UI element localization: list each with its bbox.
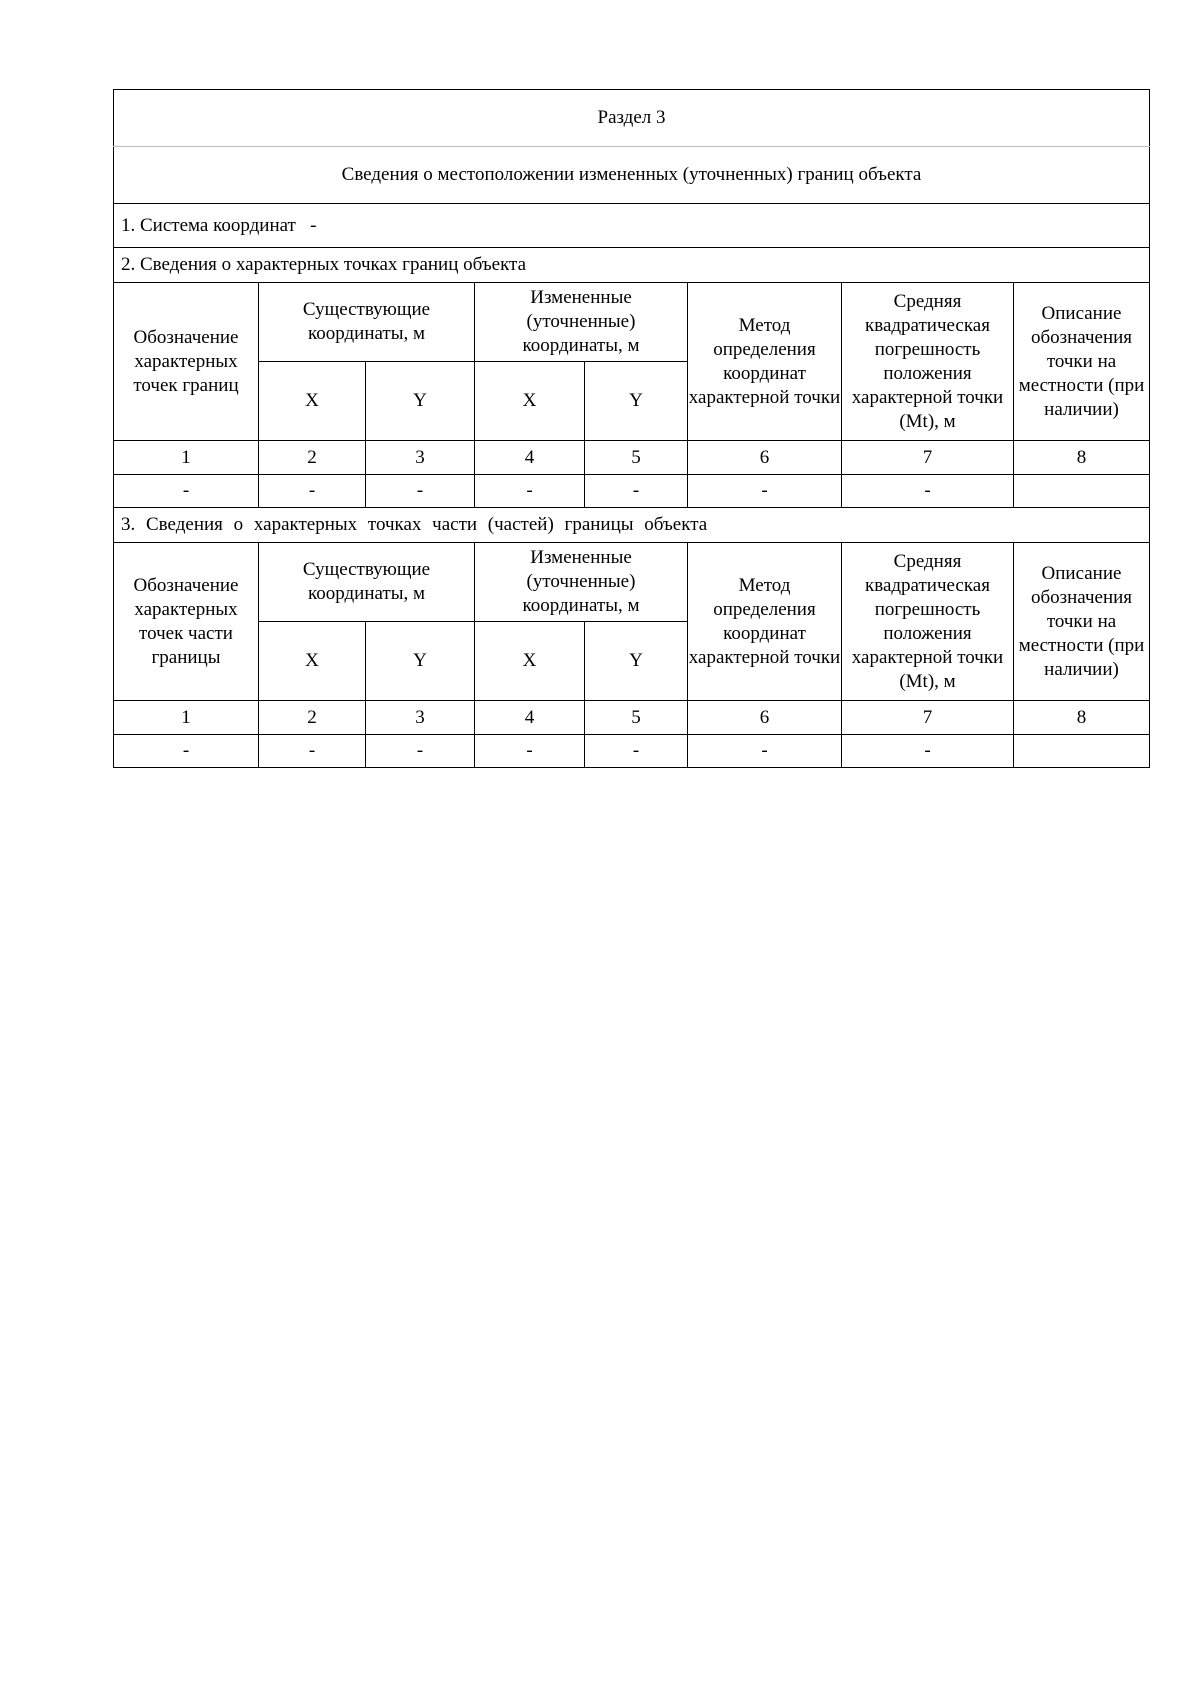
part3-header-existing: Существующие координаты, м bbox=[259, 543, 475, 622]
table-cell: - bbox=[475, 735, 585, 768]
part2-col-number: 7 bbox=[842, 441, 1014, 475]
table-cell: - bbox=[114, 475, 259, 508]
part3-header-y-changed: Y bbox=[585, 622, 688, 701]
part2-header-x-changed: X bbox=[475, 362, 585, 441]
part2-header-error: Средняя квадратическая погрешность положения характерной точки (Mt), м bbox=[842, 283, 1014, 441]
table-row bbox=[114, 735, 1150, 768]
part3-header-x-existing: X bbox=[259, 622, 366, 701]
part3-header-y-existing: Y bbox=[366, 622, 475, 701]
part2-header-existing: Существующие координаты, м bbox=[259, 283, 475, 362]
coord-system-value: - bbox=[310, 214, 317, 236]
part3-col-number: 2 bbox=[259, 701, 366, 735]
part3-column-numbers bbox=[114, 701, 1150, 735]
part2-col-number: 8 bbox=[1014, 441, 1150, 475]
table-cell: - bbox=[688, 735, 842, 768]
part3-header-error: Средняя квадратическая погрешность положения характерной точки (Mt), м bbox=[842, 543, 1014, 701]
table-cell: - bbox=[366, 475, 475, 508]
part2-header-description: Описание обозначения точки на местности (при наличии) bbox=[1014, 283, 1150, 441]
table-cell bbox=[1014, 735, 1150, 768]
part3-col-number: 8 bbox=[1014, 701, 1150, 735]
document-page bbox=[113, 89, 1149, 768]
part3-header-x-changed: X bbox=[475, 622, 585, 701]
part3-col-number: 6 bbox=[688, 701, 842, 735]
table-cell: - bbox=[259, 475, 366, 508]
part3-col-number: 1 bbox=[114, 701, 259, 735]
part2-col-number: 4 bbox=[475, 441, 585, 475]
part3-header-method: Метод определения координат характерной точки bbox=[688, 543, 842, 701]
table-row bbox=[114, 475, 1150, 508]
part2-col-number: 5 bbox=[585, 441, 688, 475]
table-cell: - bbox=[688, 475, 842, 508]
table-cell: - bbox=[366, 735, 475, 768]
part2-header-changed: Измененные (уточненные) координаты, м bbox=[475, 283, 688, 362]
section-subtitle: Сведения о местоположении измененных (уточненных) границ объекта bbox=[114, 147, 1150, 204]
part2-header-designation: Обозначение характерных точек границ bbox=[114, 283, 259, 441]
part2-col-number: 1 bbox=[114, 441, 259, 475]
part3-header-designation: Обозначение характерных точек части границы bbox=[114, 543, 259, 701]
table-cell: - bbox=[475, 475, 585, 508]
table-cell: - bbox=[585, 735, 688, 768]
part2-col-number: 2 bbox=[259, 441, 366, 475]
part2-header-y-changed: Y bbox=[585, 362, 688, 441]
part2-title: 2. Сведения о характерных точках границ объекта bbox=[114, 248, 1150, 283]
table-cell: - bbox=[114, 735, 259, 768]
table-cell: - bbox=[259, 735, 366, 768]
part3-title: 3. Сведения о характерных точках части (частей) границы объекта bbox=[114, 508, 1150, 543]
coord-system-row bbox=[114, 204, 1150, 248]
part2-col-number: 3 bbox=[366, 441, 475, 475]
part2-header-x-existing: X bbox=[259, 362, 366, 441]
table-cell bbox=[1014, 475, 1150, 508]
part3-header-changed: Измененные (уточненные) координаты, м bbox=[475, 543, 688, 622]
section-title: Раздел 3 bbox=[114, 90, 1150, 147]
part2-header-method: Метод определения координат характерной точки bbox=[688, 283, 842, 441]
part3-col-number: 5 bbox=[585, 701, 688, 735]
part3-col-number: 3 bbox=[366, 701, 475, 735]
part2-col-number: 6 bbox=[688, 441, 842, 475]
section-3-table bbox=[113, 89, 1150, 768]
part3-col-number: 4 bbox=[475, 701, 585, 735]
table-cell: - bbox=[842, 475, 1014, 508]
coord-system-label: 1. Система координат bbox=[121, 214, 296, 236]
part3-col-number: 7 bbox=[842, 701, 1014, 735]
part2-header-y-existing: Y bbox=[366, 362, 475, 441]
part3-header-description: Описание обозначения точки на местности (при наличии) bbox=[1014, 543, 1150, 701]
table-cell: - bbox=[585, 475, 688, 508]
part2-column-numbers bbox=[114, 441, 1150, 475]
table-cell: - bbox=[842, 735, 1014, 768]
